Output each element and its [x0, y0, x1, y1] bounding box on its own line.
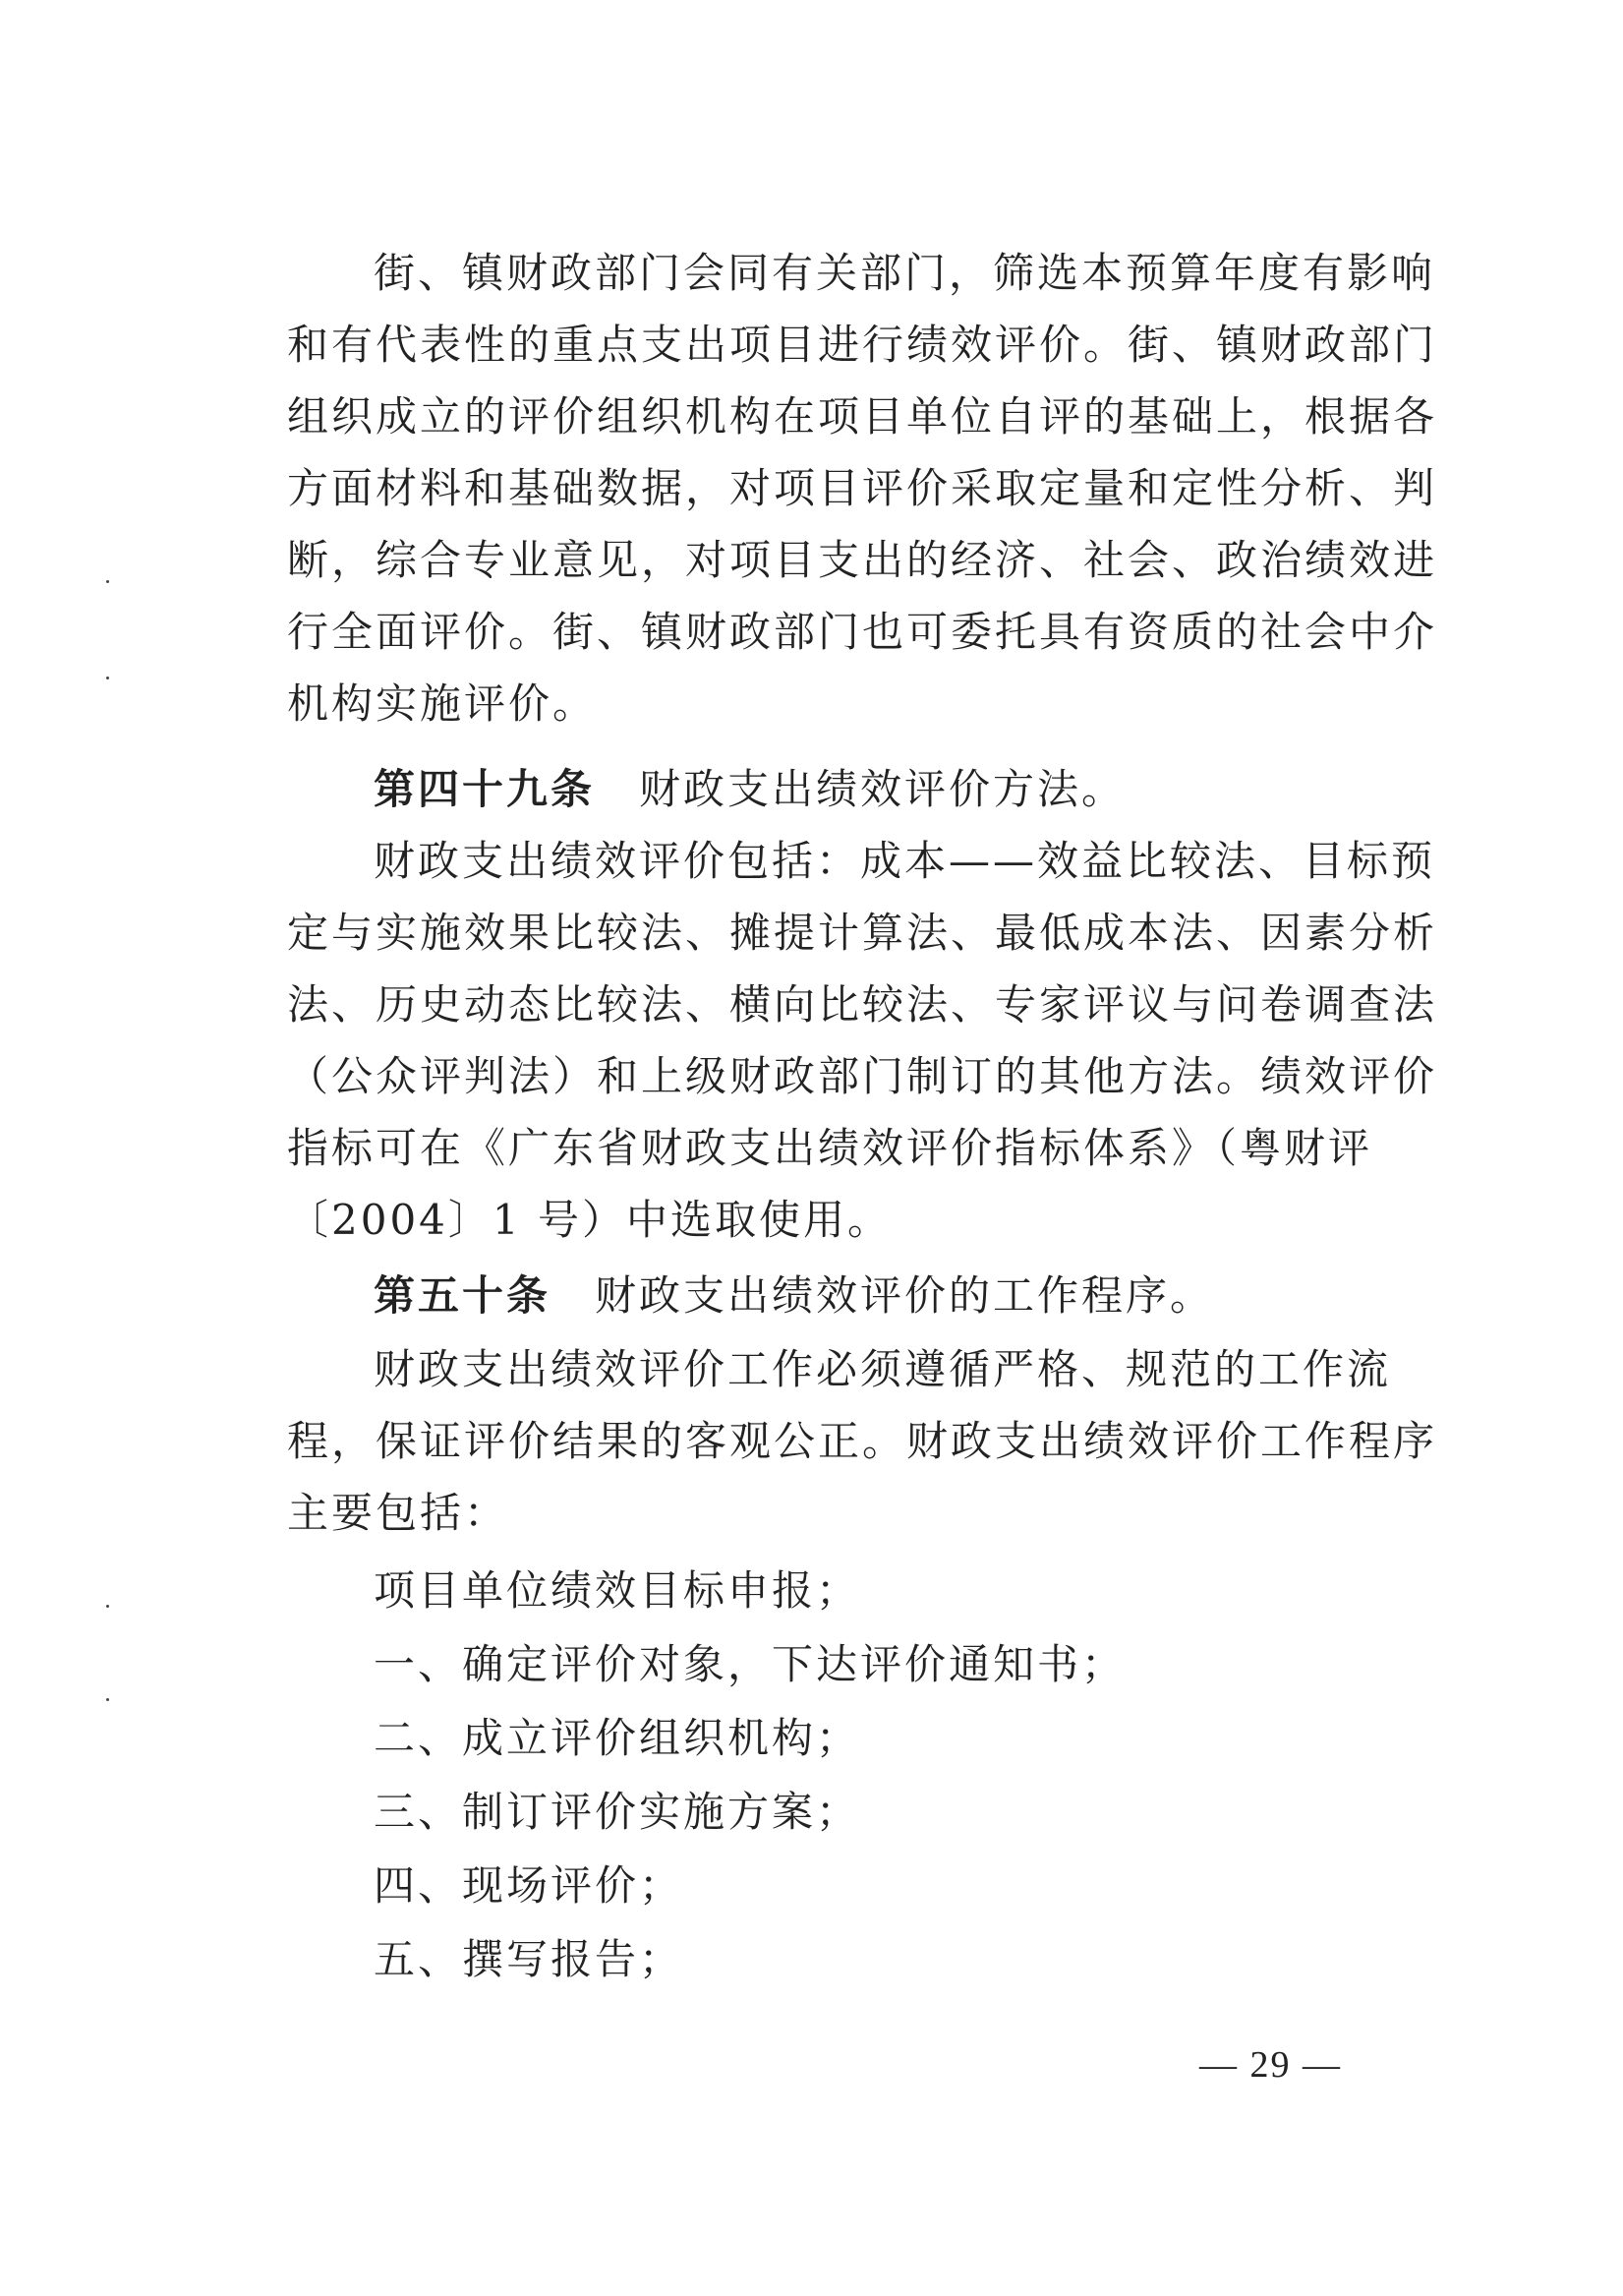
list-item: 三、制订评价实施方案； [374, 1788, 861, 1836]
scan-speck [106, 1605, 109, 1608]
page-number: — 29 — [1199, 2044, 1342, 2086]
article-title: 财政支出绩效评价的工作程序。 [595, 1271, 1215, 1320]
text-line: 街、镇财政部门会同有关部门，筛选本预算年度有影响 [374, 249, 1436, 297]
article-title: 财政支出绩效评价方法。 [639, 765, 1127, 813]
scan-speck [106, 580, 109, 583]
list-item: 五、撰写报告； [374, 1935, 684, 1983]
list-item: 项目单位绩效目标申报； [374, 1566, 861, 1615]
text-line: （公众评判法）和上级财政部门制订的其他方法。绩效评价 [287, 1052, 1438, 1100]
article-heading [374, 762, 1126, 817]
list-item: 四、现场评价； [374, 1861, 684, 1910]
text-line: 机构实施评价。 [287, 679, 598, 728]
text-line: 断，综合专业意见，对项目支出的经济、社会、政治绩效进 [287, 536, 1438, 584]
text-line: 和有代表性的重点支出项目进行绩效评价。街、镇财政部门 [287, 321, 1438, 369]
article-number: 第四十九条 [374, 765, 596, 813]
text-line: 财政支出绩效评价包括：成本——效益比较法、目标预 [374, 837, 1436, 885]
text-line: 行全面评价。街、镇财政部门也可委托具有资质的社会中介 [287, 608, 1438, 656]
text-line: 主要包括： [287, 1489, 509, 1537]
text-line: 〔2004〕1 号）中选取使用。 [287, 1196, 892, 1244]
text-line: 程，保证评价结果的客观公正。财政支出绩效评价工作程序 [287, 1417, 1438, 1465]
text-line: 财政支出绩效评价工作必须遵循严格、规范的工作流 [374, 1345, 1392, 1393]
scan-speck [106, 1698, 109, 1701]
text-line: 组织成立的评价组织机构在项目单位自评的基础上，根据各 [287, 392, 1438, 441]
list-item: 二、成立评价组织机构； [374, 1714, 861, 1762]
list-item: 一、确定评价对象，下达评价通知书； [374, 1640, 1127, 1688]
scan-speck [106, 677, 109, 679]
article-heading [374, 1268, 1214, 1324]
text-line: 法、历史动态比较法、横向比较法、专家评议与问卷调查法 [287, 980, 1438, 1029]
text-line: 方面材料和基础数据，对项目评价采取定量和定性分析、判 [287, 464, 1438, 512]
text-line: 定与实施效果比较法、摊提计算法、最低成本法、因素分析 [287, 909, 1438, 957]
article-number: 第五十条 [374, 1271, 551, 1320]
text-line: 指标可在《广东省财政支出绩效评价指标体系》（粤财评 [287, 1124, 1373, 1172]
